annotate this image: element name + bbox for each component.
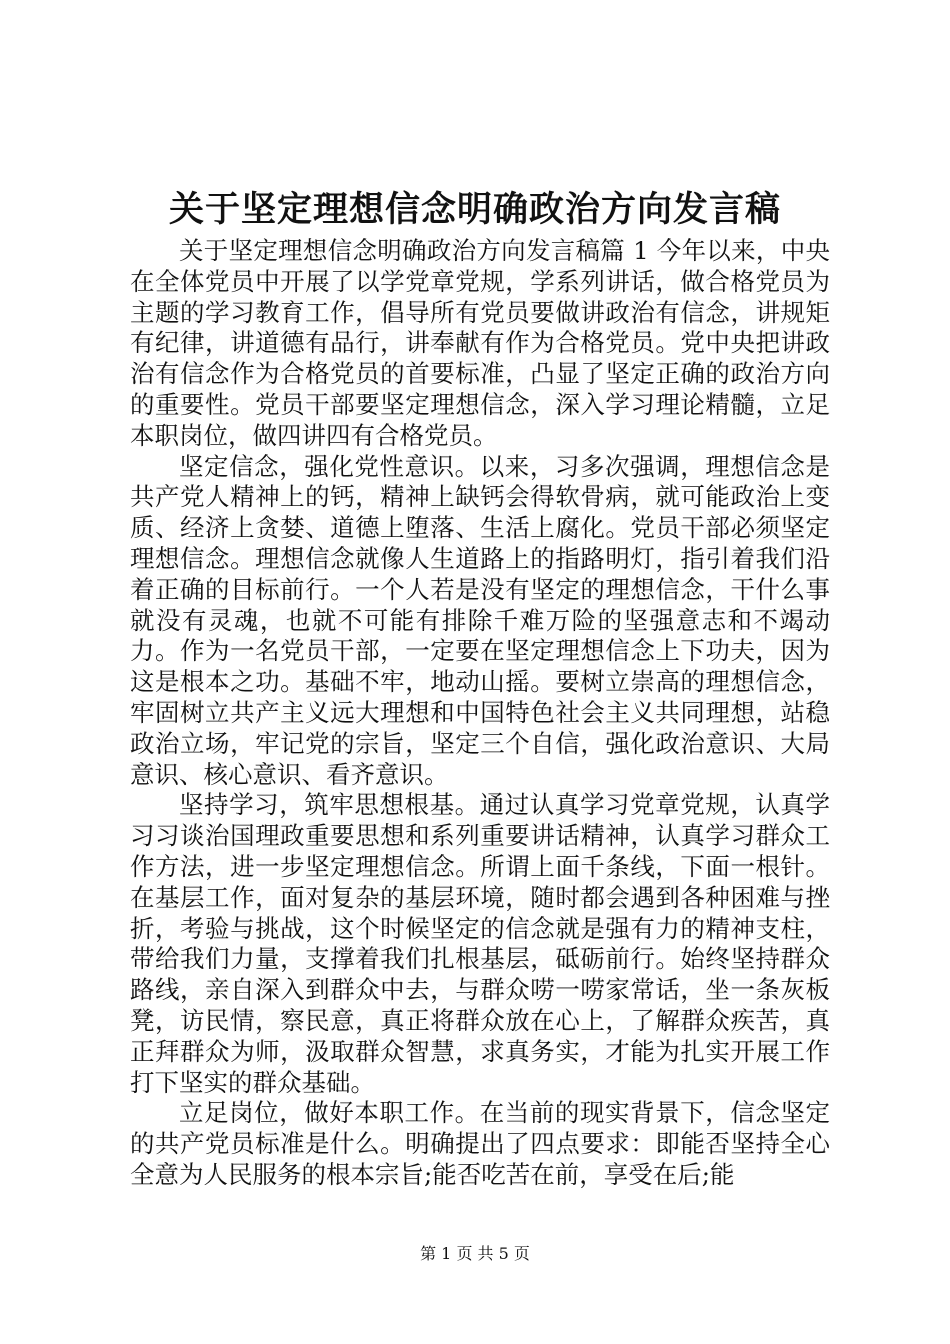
page-number-footer: 第 1 页 共 5 页 bbox=[420, 1244, 530, 1263]
paragraph: 坚持学习，筑牢思想根基。通过认真学习党章党规，认真学习习谈治国理政重要思想和系列重要讲话精神，认真学习群众工作方法，进一步坚定理想信念。所谓上面千条线，下面一根针。在基层工作，面对复杂的基层环境，随时都会遇到各种困难与挫折，考验与挑战，这个时候坚定的信念就是强有力的精神支柱，带给我们力量，支撑着我们扎根基层，砥砺前行。始终坚持群众路线，亲自深入到群众中去，与群众唠一唠家常话，坐一条灰板凳，访民情，察民意，真正将群众放在心上，了解群众疾苦，真正拜群众为师，汲取群众智慧，求真务实，才能为扎实开展工作打下坚实的群众基础。 bbox=[130, 790, 830, 1097]
paragraph: 坚定信念，强化党性意识。以来，习多次强调，理想信念是共产党人精神上的钙，精神上缺钙会得软骨病，就可能政治上变质、经济上贪婪、道德上堕落、生活上腐化。党员干部必须坚定理想信念。理想信念就像人生道路上的指路明灯，指引着我们沿着正确的目标前行。一个人若是没有坚定的理想信念，干什么事就没有灵魂，也就不可能有排除千难万险的坚强意志和不竭动力。作为一名党员干部，一定要在坚定理想信念上下功夫，因为这是根本之功。基础不牢，地动山摇。要树立崇高的理想信念，牢固树立共产主义远大理想和中国特色社会主义共同理想，站稳政治立场，牢记党的宗旨，坚定三个自信，强化政治意识、大局意识、核心意识、看齐意识。 bbox=[130, 451, 830, 789]
paragraph: 立足岗位，做好本职工作。在当前的现实背景下，信念坚定的共产党员标准是什么。明确提出了四点要求：即能否坚持全心全意为人民服务的根本宗旨;能否吃苦在前，享受在后;能 bbox=[130, 1098, 830, 1189]
document-body bbox=[130, 236, 830, 1191]
paragraph: 关于坚定理想信念明确政治方向发言稿篇 1 今年以来，中央在全体党员中开展了以学党章党规，学系列讲话，做合格党员为主题的学习教育工作，倡导所有党员要做讲政治有信念，讲规矩有纪律，讲道德有品行，讲奉献有作为合格党员。党中央把讲政治有信念作为合格党员的首要标准，凸显了坚定正确的政治方向的重要性。党员干部要坚定理想信念，深入学习理论精髓，立足本职岗位，做四讲四有合格党员。 bbox=[130, 236, 830, 450]
document-title: 关于坚定理想信念明确政治方向发言稿 bbox=[168, 189, 781, 230]
